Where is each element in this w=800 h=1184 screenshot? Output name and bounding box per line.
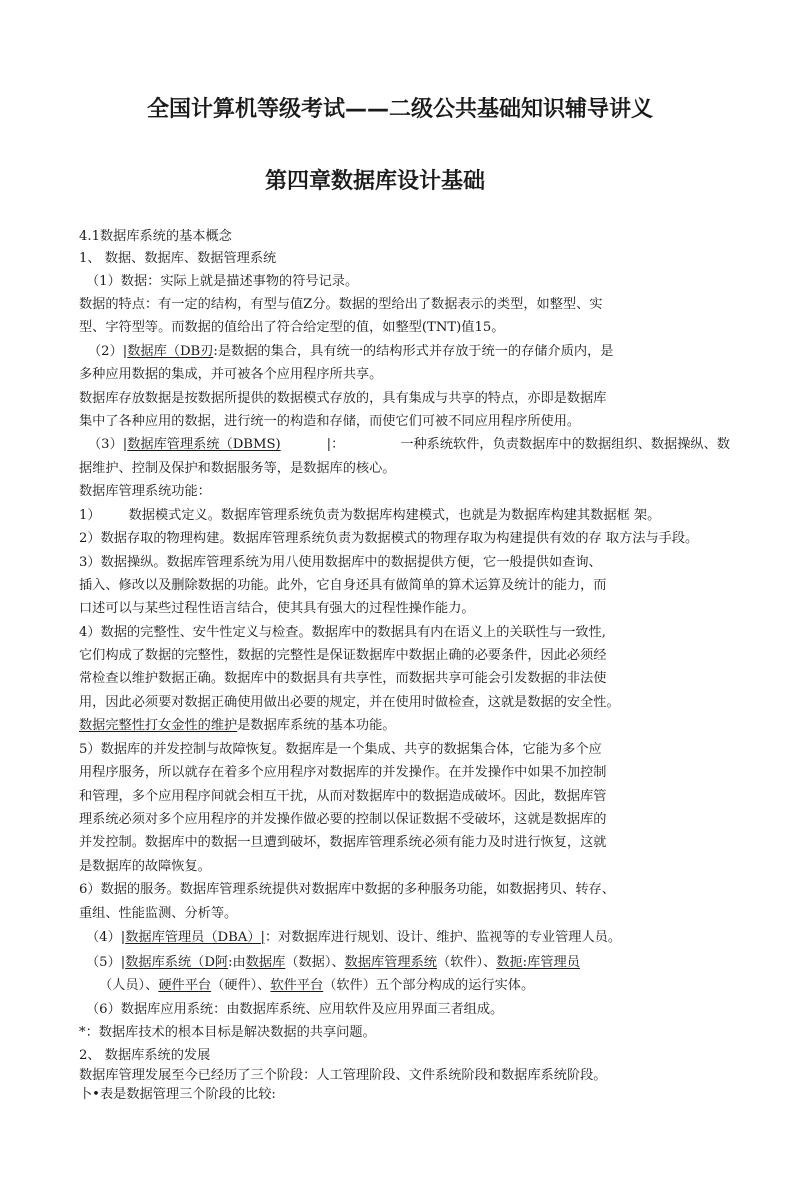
text-line: 数据库管理发展至今已经历了三个阶段：人工管理阶段、文件系统阶段和数据库系统阶段。 xyxy=(79,1068,607,1083)
text-line: （1）数据：实际上就是描述事物的符号记录。 xyxy=(86,274,359,289)
chapter-title: 第四章数据库设计基础 xyxy=(264,169,485,194)
text-line: 3）数据操纵。数据库管理系统为用八使用数据库中的数据提供方便，它一般提供如查询、 xyxy=(79,555,602,570)
text-line: 6）数据的服务。数据库管理系统提供对数据库中数据的多种服务功能，如数据拷贝、转存、 xyxy=(79,882,615,897)
term-dba: 数据库管理员（DBA）| xyxy=(125,930,265,945)
text-line: 多种应用数据的集成，并可被各个应用程序所共享。 xyxy=(79,367,383,382)
line-rest: ：对数据库进行规划、设计、维护、监视等的专业管理人员。 xyxy=(264,930,622,945)
line-text: （数据）、 xyxy=(285,955,345,970)
term-dbms: 数据库管理系统 xyxy=(344,955,437,970)
document-title: 全国计算机等级考试——二级公共基础知识辅导讲义 xyxy=(146,97,653,122)
line-rest: 一种系统软件，负责数据库中的数据组织、数据操纵、数 xyxy=(400,437,730,452)
term-software: 软件平台 xyxy=(270,978,324,993)
text-line: 卜•表是数据管理三个阶段的比较: xyxy=(79,1087,276,1102)
line-prefix: （4）| xyxy=(86,930,126,945)
text-line: 5）数据库的并发控制与故障恢复。数据库是一个集成、共亨的数据集合体，它能为多个应 xyxy=(79,742,602,757)
text-line: 插入、修改以及删除数据的功能。此外，它自身还具有做简单的算术运算及统计的能力，而 xyxy=(79,578,607,593)
text-line: 据维护、控制及保护和数据服务等，是数据库的核心。 xyxy=(79,461,396,476)
text-line: 集中了各种应用的数据，进行统一的构造和存储，而使它们可被不同应用程序所使用。 xyxy=(79,414,581,429)
text-line xyxy=(86,955,580,971)
line-sep: |： xyxy=(326,437,345,452)
line-text: :由 xyxy=(228,955,246,970)
text-line: 型、字符型等。而数据的值给出了符合给定型的值，如整型(TNT)值15。 xyxy=(79,320,505,335)
line-rest: :是数据的集合，具有统一的结构形式并存放于统一的存储介质内，是 xyxy=(213,344,614,359)
underlined-phrase: 数据完整性打女金性的维护 xyxy=(79,718,238,733)
line-prefix: （5）| xyxy=(86,955,126,970)
text-line: （6）数据库应用系统：由数据库系统、应用软件及应用界面三者组成。 xyxy=(86,1002,504,1017)
text-line: 1、 数据、数据库、数据管理系统 xyxy=(79,251,277,266)
line-text: （软件）、 xyxy=(436,955,497,970)
term-database: 数据库（DB刃 xyxy=(127,344,214,359)
line-text: （人员）、 xyxy=(99,978,159,993)
term-database: 数据库 xyxy=(245,955,286,970)
underline-gap xyxy=(281,437,327,453)
list-number: 1） xyxy=(79,508,101,523)
text-line: 数据的特点：有一定的结构，有型与值Z分。数据的型给出了数据表示的类型，如整型、实 xyxy=(79,297,603,312)
line-text: （硬件）、 xyxy=(211,978,271,993)
text-line: 数据库管理系统功能： xyxy=(79,484,211,499)
text-line: 4）数据的完整性、安牛性定义与检查。数据库中的数据具有内在语义上的关联性与一致性, xyxy=(79,625,606,640)
text-line: 4.1数据库系统的基本概念 xyxy=(79,229,232,244)
text-line: 用程序服务，所以就存在着多个应用程序对数据库的并发操作。在并发操作中如果不加控制 xyxy=(79,765,607,780)
line-prefix: （2）| xyxy=(88,344,128,359)
term-dbms: 数据库管理系统（DBMS) xyxy=(127,437,281,452)
text-line: 2）数据存取的物理构建。数据库管理系统负责为数据模式的物理存取为构建提供有效的存 取方法与手段。 xyxy=(79,531,699,546)
line-prefix: （3）| xyxy=(88,437,128,452)
text-line: 重组、性能监测、分析等。 xyxy=(79,906,238,921)
text-line xyxy=(79,508,660,524)
text-line xyxy=(79,718,396,734)
text-line: 数据库存放数据是按数据所提供的数据模式存放的，具有集成与共享的特点，亦即是数据库 xyxy=(79,391,607,406)
text-line: 用，因此必须要对数据正确使用做出必要的规定，并在使用时做检查，这就是数据的安全性。 xyxy=(79,695,620,710)
text-line: *：数据库技术的根本目标是解决数据的共享问题。 xyxy=(79,1025,376,1040)
text-line xyxy=(99,978,534,994)
text-line: 口述可以与某些过程性语言结合，使其具有强大的过程性操作能力。 xyxy=(79,601,475,616)
text-line: 和管理，多个应用程序间就会相互干扰，从而对数据库中的数据造成破坏。因此，数据库管 xyxy=(79,789,607,804)
text-line: 理系统必须对多个应用程序的并发操作做必要的控制以保证数据不受破坏，这就是数据库的 xyxy=(79,812,607,827)
term-dba: 数扼:库管理员 xyxy=(496,955,580,970)
text-line: 它们构成了数据的完整性，数据的完整性是保证数据库中数据止确的必要条件，因此必须经 xyxy=(79,648,607,663)
text-line xyxy=(88,437,730,453)
text-line: 是数据库的故障恢复。 xyxy=(79,859,211,874)
text-line: 并发控制。数据库中的数据一旦遭到破坏，数据库管理系统必须有能力及时进行恢复，这就 xyxy=(79,835,607,850)
line-text: （软件）五个部分构成的运行实体。 xyxy=(323,978,535,993)
text-line xyxy=(88,344,614,360)
line-rest: 是数据库系统的基本功能。 xyxy=(237,718,396,733)
text-line: 2、 数据库系统的发展 xyxy=(79,1048,211,1063)
term-dbs: 数据库系统（D阿 xyxy=(125,955,229,970)
term-hardware: 硬件平台 xyxy=(158,978,212,993)
text-line: 常检查以维护数据正确。数据库中的数据具有共享性，而数据共享可能会引发数据的非法使 xyxy=(79,671,607,686)
text-line xyxy=(86,930,621,946)
line-rest: 数据模式定义。数据库管理系统负责为数据库构建模式，也就是为数据库构建其数据框 架。 xyxy=(128,508,661,523)
